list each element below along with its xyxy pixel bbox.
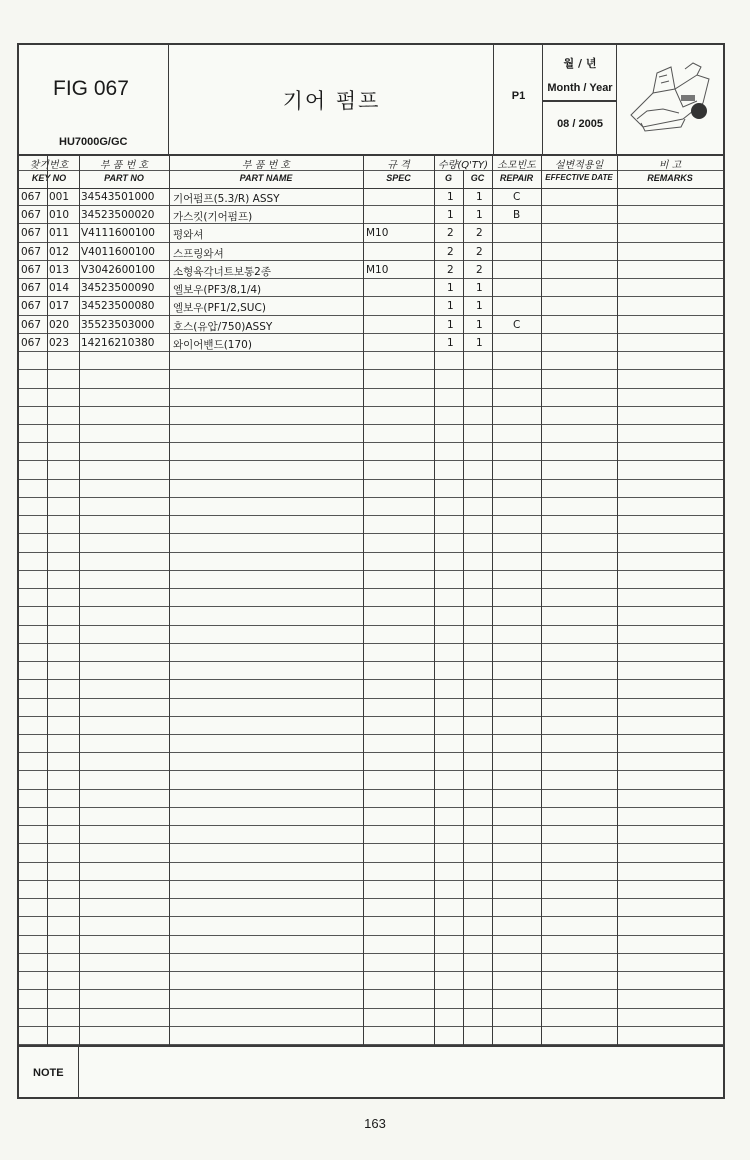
col-qty-ko: 수량(Q'TY) — [438, 160, 488, 171]
col-qty-gc: GC — [470, 173, 485, 183]
model-code: HU7000G/GC — [59, 136, 128, 148]
fig-code: 067 — [21, 300, 42, 313]
note-label: NOTE — [33, 1067, 64, 1079]
key-number: 020 — [49, 318, 70, 331]
col-repair-ko: 소모빈도 — [497, 160, 536, 171]
col-effective-en: EFFECTIVE DATE — [545, 173, 613, 182]
part-name: 가스킷(기어펌프) — [173, 211, 253, 224]
part-number: V4111600100 — [81, 227, 155, 240]
key-number: 017 — [49, 300, 70, 313]
machine-illustration-cell — [617, 45, 723, 154]
col-part-no-en: PART NO — [104, 173, 144, 183]
qty-g: 2 — [447, 227, 454, 240]
col-part-name-ko: 부 품 번 호 — [241, 160, 291, 171]
spec: M10 — [366, 263, 389, 276]
repair-code: C — [513, 191, 521, 203]
repair-code: B — [513, 209, 521, 222]
month-year-label-en: Month / Year — [547, 82, 613, 94]
qty-gc: 2 — [476, 227, 483, 240]
part-name: 평와셔 — [173, 229, 204, 242]
qty-gc: 1 — [476, 300, 483, 313]
qty-gc: 1 — [476, 336, 483, 349]
fig-code: 067 — [21, 282, 42, 295]
part-number: 34523500020 — [81, 209, 155, 222]
spec: M10 — [366, 227, 389, 240]
qty-gc: 1 — [476, 191, 483, 203]
col-qty-g: G — [444, 173, 452, 183]
grid-line — [492, 154, 493, 1045]
part-name: 엘보우(PF1/2,SUC) — [173, 302, 266, 315]
col-part-name-en: PART NAME — [239, 173, 293, 183]
month-year-label-ko: 월 / 년 — [563, 57, 597, 70]
grid-line — [617, 154, 618, 1045]
col-key-en: KEY NO — [31, 173, 67, 183]
col-remarks-ko: 비 고 — [658, 160, 682, 171]
col-part-no-ko: 부 품 번 호 — [99, 160, 149, 171]
key-number: 010 — [49, 209, 70, 222]
col-key-ko: 찾기번호 — [29, 160, 69, 171]
part-number: 34523500080 — [81, 300, 155, 313]
qty-g: 1 — [447, 300, 454, 313]
fig-code: 067 — [21, 209, 42, 222]
qty-g: 1 — [447, 282, 454, 295]
note-section — [19, 1045, 723, 1099]
month-year-cell — [543, 45, 617, 154]
grid-line — [541, 154, 542, 1045]
fig-code: 067 — [21, 336, 42, 349]
part-number: 35523503000 — [81, 318, 155, 331]
qty-g: 1 — [447, 336, 454, 349]
part-name: 와이어밴드(170) — [173, 338, 252, 351]
page-number: 163 — [364, 1116, 386, 1131]
fig-code: 067 — [21, 318, 42, 331]
key-number: 013 — [49, 263, 70, 276]
qty-g: 1 — [447, 318, 454, 331]
qty-gc: 1 — [476, 282, 483, 295]
assembly-title: 기어 펌프 — [282, 89, 381, 113]
sheet-header — [19, 45, 723, 156]
col-spec-ko: 규 격 — [387, 160, 410, 171]
col-remarks-en: REMARKS — [647, 173, 693, 183]
key-number: 001 — [49, 191, 70, 203]
col-effective-ko: 설변적용일 — [554, 160, 604, 171]
month-year-value: 08 / 2005 — [557, 118, 603, 130]
part-name: 기어펌프(5.3/R) ASSY — [173, 193, 280, 205]
grid-line — [79, 154, 80, 1045]
month-year-divider — [543, 100, 617, 102]
part-number: 34523500090 — [81, 282, 155, 295]
qty-g: 2 — [447, 245, 454, 258]
part-number: V3042600100 — [81, 263, 155, 276]
key-number: 023 — [49, 336, 70, 349]
sheet-page: P1 — [511, 90, 526, 102]
part-name: 엘보우(PF3/8,1/4) — [173, 284, 262, 297]
part-number: 14216210380 — [81, 336, 155, 349]
grid-line — [434, 154, 435, 1045]
grid-line — [47, 154, 48, 1045]
figure-number: FIG 067 — [53, 77, 129, 100]
part-name: 소형육각너트보통2종 — [173, 265, 271, 278]
fig-code: 067 — [21, 263, 42, 276]
harvester-illustration-icon — [623, 53, 717, 143]
part-name: 스프링와셔 — [173, 247, 224, 260]
qty-g: 1 — [447, 209, 454, 222]
title-cell — [169, 45, 494, 154]
qty-gc: 1 — [476, 318, 483, 331]
parts-list-sheet — [17, 43, 725, 1099]
figure-cell — [19, 45, 169, 154]
fig-code: 067 — [21, 245, 42, 258]
qty-g: 1 — [447, 191, 454, 203]
note-label-cell — [19, 1047, 79, 1099]
key-number: 012 — [49, 245, 70, 258]
qty-gc: 1 — [476, 209, 483, 222]
repair-code: C — [513, 318, 521, 331]
part-number: V4011600100 — [81, 245, 155, 258]
grid-line — [169, 154, 170, 1045]
page-cell — [494, 45, 543, 154]
fig-code: 067 — [21, 191, 42, 203]
part-name: 호스(유압/750)ASSY — [173, 320, 273, 333]
qty-gc: 2 — [476, 245, 483, 258]
fig-code: 067 — [21, 227, 42, 240]
col-repair-en: REPAIR — [499, 173, 534, 183]
qty-gc: 2 — [476, 263, 483, 276]
part-number: 34543501000 — [81, 191, 155, 203]
grid-line — [463, 170, 464, 1045]
col-spec-en: SPEC — [386, 173, 411, 183]
key-number: 014 — [49, 282, 70, 295]
key-number: 011 — [49, 227, 70, 240]
grid-line — [363, 154, 364, 1045]
qty-g: 2 — [447, 263, 454, 276]
